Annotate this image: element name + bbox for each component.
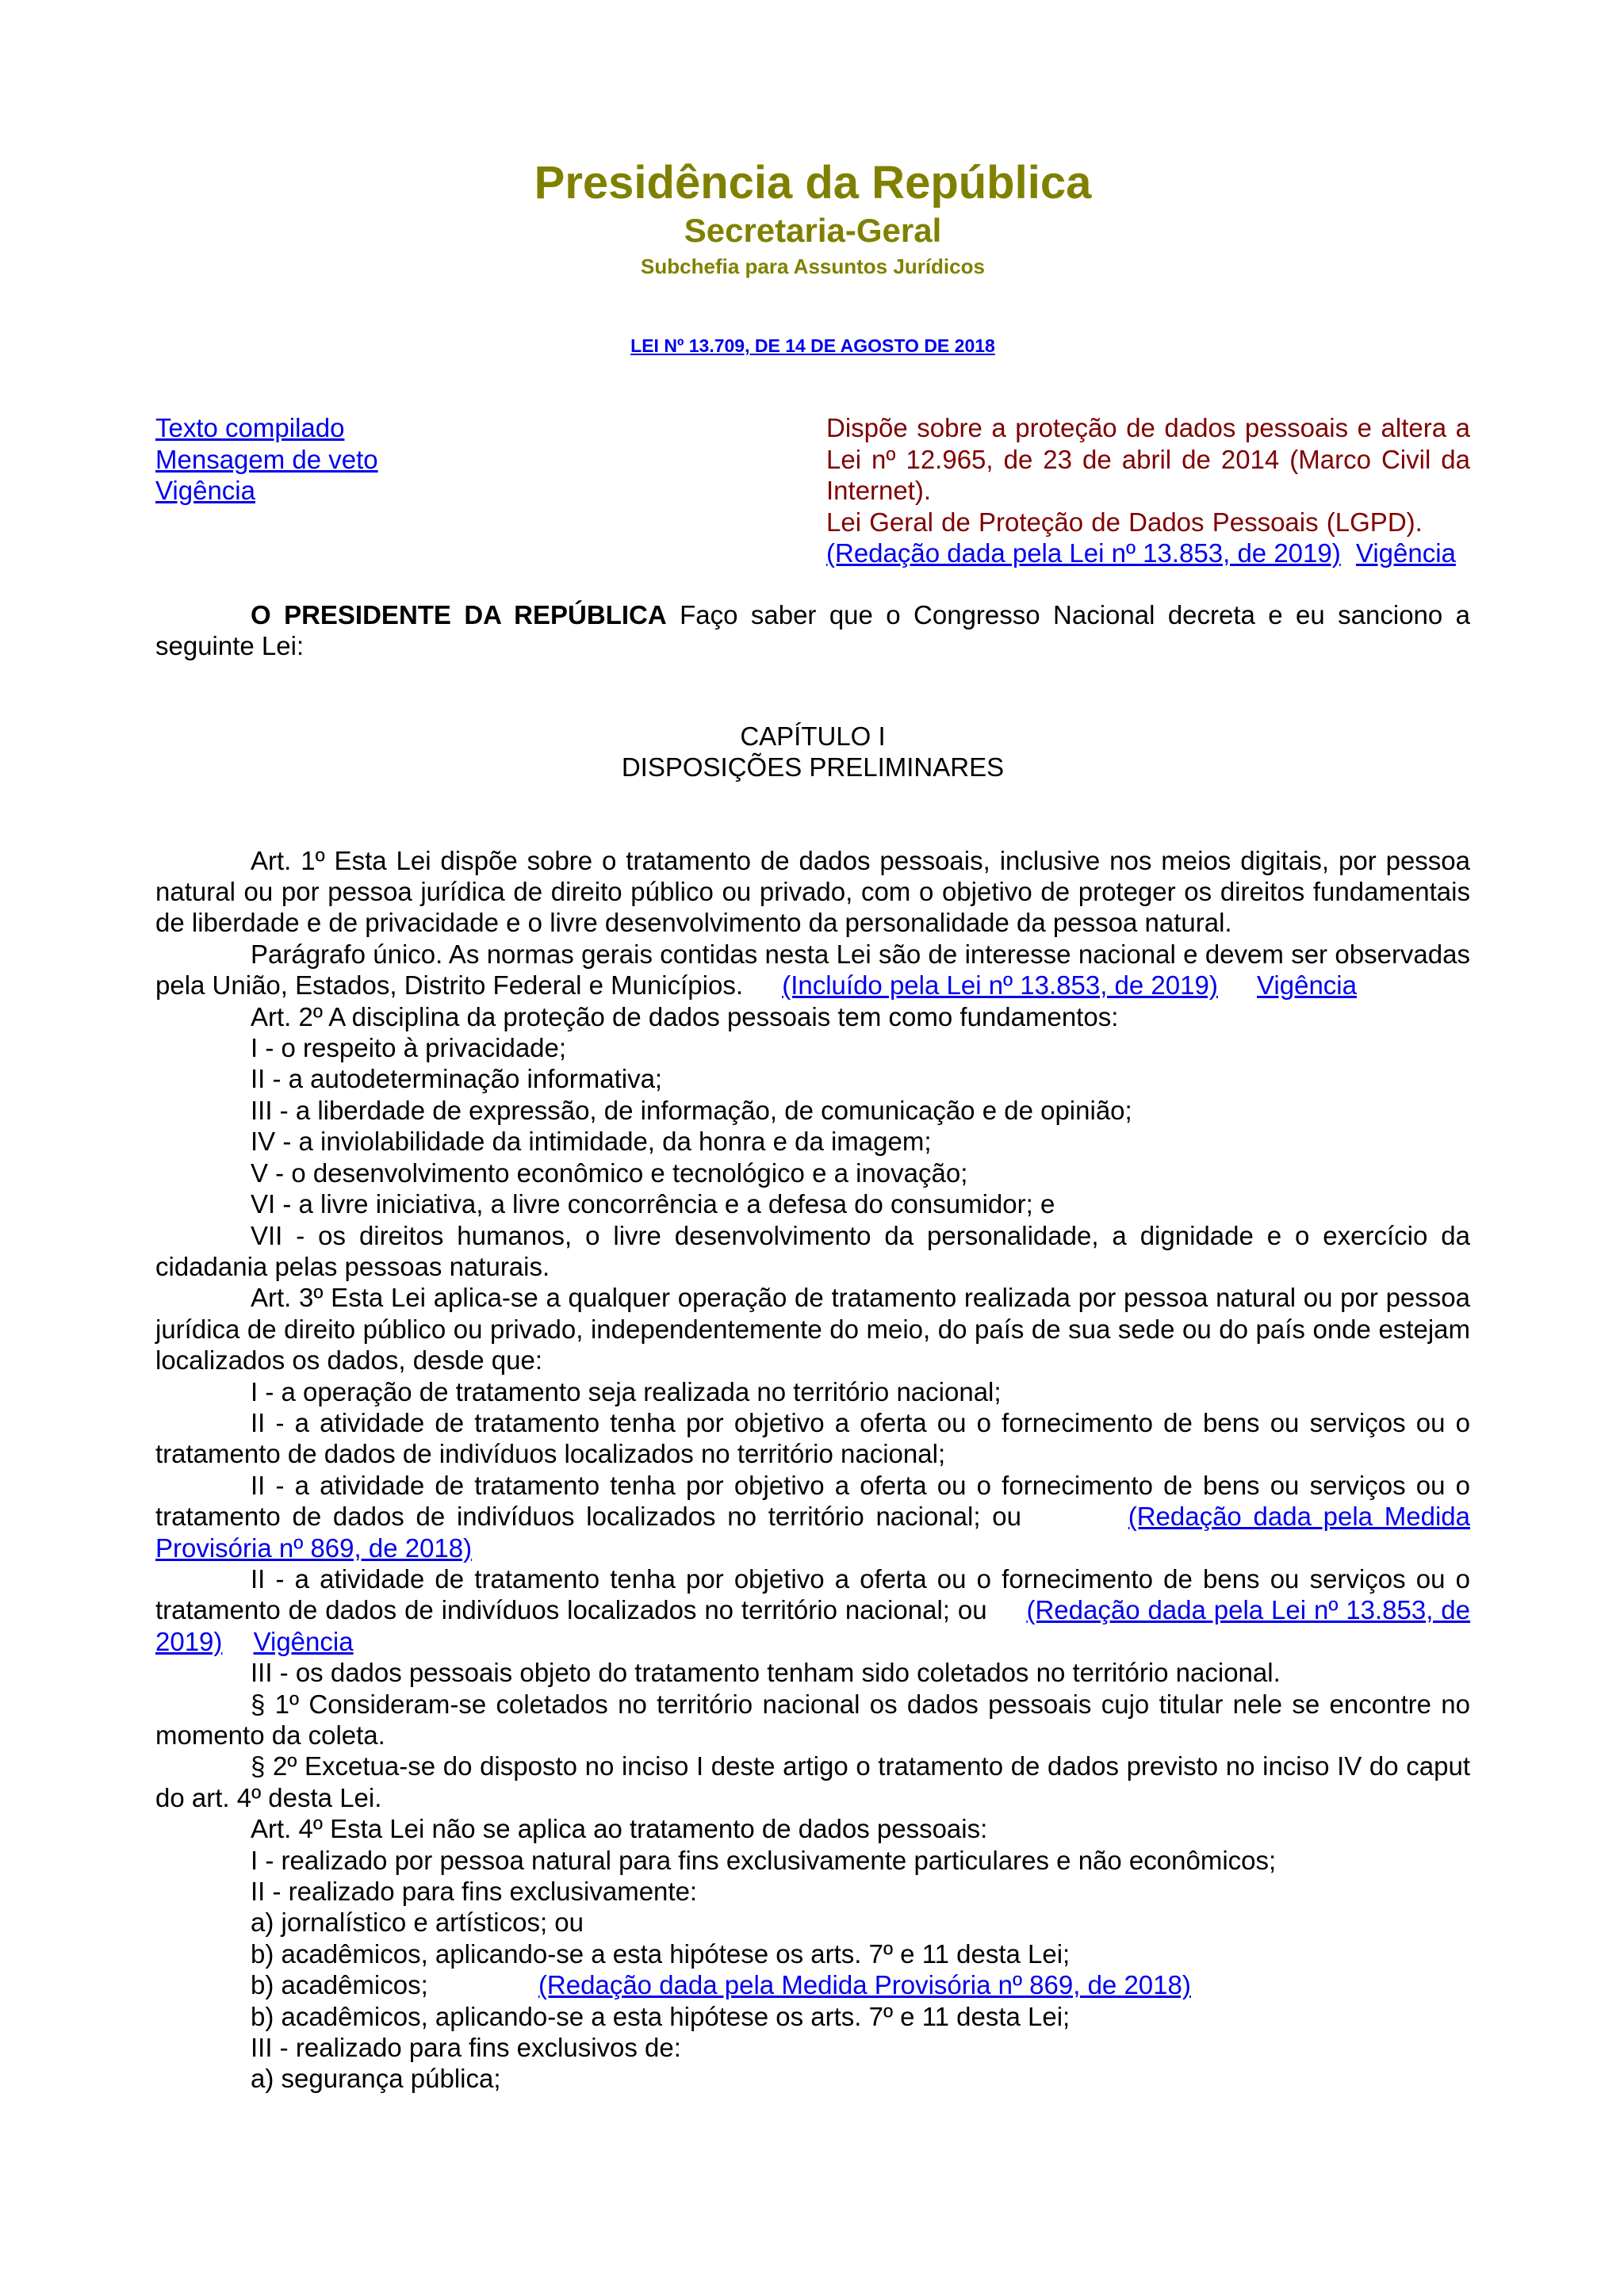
art-3-p1: § 1º Consideram-se coletados no território nacional os dados pessoais cujo titular nele se encontre no momento da coleta. — [155, 1689, 1470, 1750]
art-3-p2: § 2º Excetua-se do disposto no inciso I deste artigo o tratamento de dados previsto no inciso IV do caput do art. 4º desta Lei. — [155, 1751, 1470, 1812]
law-title-wrap — [155, 333, 1470, 358]
texto-compilado-link[interactable]: Texto compilado — [155, 413, 345, 442]
art-4-ii-a: a) jornalístico e artísticos; ou — [251, 1908, 584, 1938]
art-1-paragrafo — [155, 939, 1470, 1001]
art-3-iii: III - os dados pessoais objeto do tratamento tenham sido coletados no território nacional. — [251, 1658, 1281, 1688]
art-2-vi: VI - a livre iniciativa, a livre concorrência e a defesa do consumidor; e — [251, 1189, 1055, 1219]
header-title: Presidência da República — [534, 157, 1092, 209]
law-body — [155, 599, 1470, 2095]
art-3: Art. 3º Esta Lei aplica-se a qualquer operação de tratamento realizada por pessoa natural ou por pessoa jurídica de direito público ou privado, independentemente do meio, do país de sua sede ou do país onde estejam localizados os dados, desde que: — [155, 1283, 1470, 1376]
art-4-iii-a: a) segurança pública; — [251, 2064, 501, 2094]
ementa-redacao-link[interactable]: (Redação dada pela Lei nº 13.853, de 2019) — [826, 538, 1341, 568]
header-subsubtitle: Subchefia para Assuntos Jurídicos — [641, 254, 985, 278]
ementa-text: Dispõe sobre a proteção de dados pessoais e altera a Lei nº 12.965, de 23 de abril de 2014 (Marco Civil da Internet). — [826, 413, 1470, 505]
vigencia-link[interactable]: Vigência — [155, 476, 255, 505]
art-1-vigencia-link[interactable]: Vigência — [1257, 970, 1357, 1001]
art-3-ii-c-vigencia-link[interactable]: Vigência — [253, 1626, 354, 1656]
ementa-vigencia-link[interactable]: Vigência — [1355, 538, 1456, 568]
art-2-v: V - o desenvolvimento econômico e tecnológico e a inovação; — [251, 1158, 968, 1188]
art-4: Art. 4º Esta Lei não se aplica ao tratamento de dados pessoais: — [251, 1814, 988, 1844]
preamble-text: Faço saber que o Congresso Nacional decreta e eu sanciono a seguinte Lei: — [155, 600, 1471, 661]
art-4-ii-b3: b) acadêmicos, aplicando-se a esta hipótese os arts. 7º e 11 desta Lei; — [251, 2001, 1071, 2031]
art-2-iii: III - a liberdade de expressão, de informação, de comunicação e de opinião; — [251, 1095, 1132, 1125]
art-1-paragrafo-text: Parágrafo único. As normas gerais contidas nesta Lei são de interesse nacional e devem ser observadas pela União, Estados, Distrito Federal e Municípios. — [155, 939, 1470, 1001]
art-4-ii: II - realizado para fins exclusivamente: — [251, 1877, 698, 1907]
art-3-ii-b-redacao-link[interactable]: (Redação dada pela Medida Provisória nº 869, de 2018) — [155, 1502, 1470, 1563]
law-title-link[interactable]: LEI Nº 13.709, DE 14 DE AGOSTO DE 2018 — [630, 335, 995, 356]
ementa-lgpd-text: Lei Geral de Proteção de Dados Pessoais (LGPD). — [826, 507, 1423, 537]
art-4-i: I - realizado por pessoa natural para fins exclusivamente particulares e não econômicos; — [251, 1845, 1277, 1875]
art-4-ii-b1: b) acadêmicos, aplicando-se a esta hipótese os arts. 7º e 11 desta Lei; — [251, 1938, 1071, 1969]
art-4-ii-b2-redacao-link[interactable]: (Redação dada pela Medida Provisória nº 869, de 2018) — [538, 1970, 1191, 2000]
art-4-ii-b2-text: b) acadêmicos; — [251, 1970, 428, 2000]
art-3-i: I - a operação de tratamento seja realizada no território nacional; — [251, 1376, 1002, 1406]
mensagem-veto-link[interactable]: Mensagem de veto — [155, 444, 378, 474]
art-3-ii-c — [155, 1563, 1470, 1657]
art-3-ii-c-text: II - a atividade de tratamento tenha por objetivo a oferta ou o fornecimento de bens ou serviços ou o tratamento de dados de indivíduos localizados no território nacional; ou — [155, 1563, 1470, 1625]
side-links — [155, 412, 552, 507]
art-2: Art. 2º A disciplina da proteção de dados pessoais tem como fundamentos: — [251, 1001, 1119, 1031]
preamble-bold: O PRESIDENTE DA REPÚBLICA — [251, 600, 667, 629]
art-3-ii-a: II - a atividade de tratamento tenha por objetivo a oferta ou o fornecimento de bens ou serviços ou o tratamento de dados de indivíduos localizados no território nacional; — [155, 1407, 1470, 1469]
header-subtitle: Secretaria-Geral — [684, 212, 942, 249]
chapter-name: DISPOSIÇÕES PRELIMINARES — [621, 752, 1005, 783]
art-2-ii: II - a autodeterminação informativa; — [251, 1064, 663, 1094]
art-2-iv: IV - a inviolabilidade da intimidade, da honra e da imagem; — [251, 1127, 932, 1157]
ementa-lgpd — [826, 507, 1470, 569]
art-1: Art. 1º Esta Lei dispõe sobre o tratamento de dados pessoais, inclusive nos meios digitais, por pessoa natural ou por pessoa jurídica de direito público ou privado, com o objetivo de proteger os direitos fundamentais de liberdade e de privacidade e o livre desenvolvimento da personalidade da pessoa natural. — [155, 845, 1470, 938]
art-2-i: I - o respeito à privacidade; — [251, 1033, 567, 1063]
art-4-ii-b2 — [155, 1969, 1470, 2000]
ementa — [826, 412, 1470, 569]
art-3-ii-b — [155, 1470, 1470, 1563]
chapter-number: CAPÍTULO I — [740, 721, 886, 751]
art-3-ii-c-redacao-link[interactable]: (Redação dada pela Lei nº 13.853, de 2019) — [155, 1595, 1471, 1656]
art-3-ii-b-text: II - a atividade de tratamento tenha por objetivo a oferta ou o fornecimento de bens ou serviços ou o tratamento de dados de indivíduos localizados no território nacional; ou — [155, 1470, 1470, 1532]
art-2-vii: VII - os direitos humanos, o livre desenvolvimento da personalidade, a dignidade e o exercício da cidadania pelas pessoas naturais. — [155, 1220, 1470, 1281]
art-4-iii: III - realizado para fins exclusivos de: — [251, 2033, 681, 2063]
art-1-incluido-link[interactable]: (Incluído pela Lei nº 13.853, de 2019) — [782, 970, 1218, 1001]
preamble — [155, 599, 1470, 662]
